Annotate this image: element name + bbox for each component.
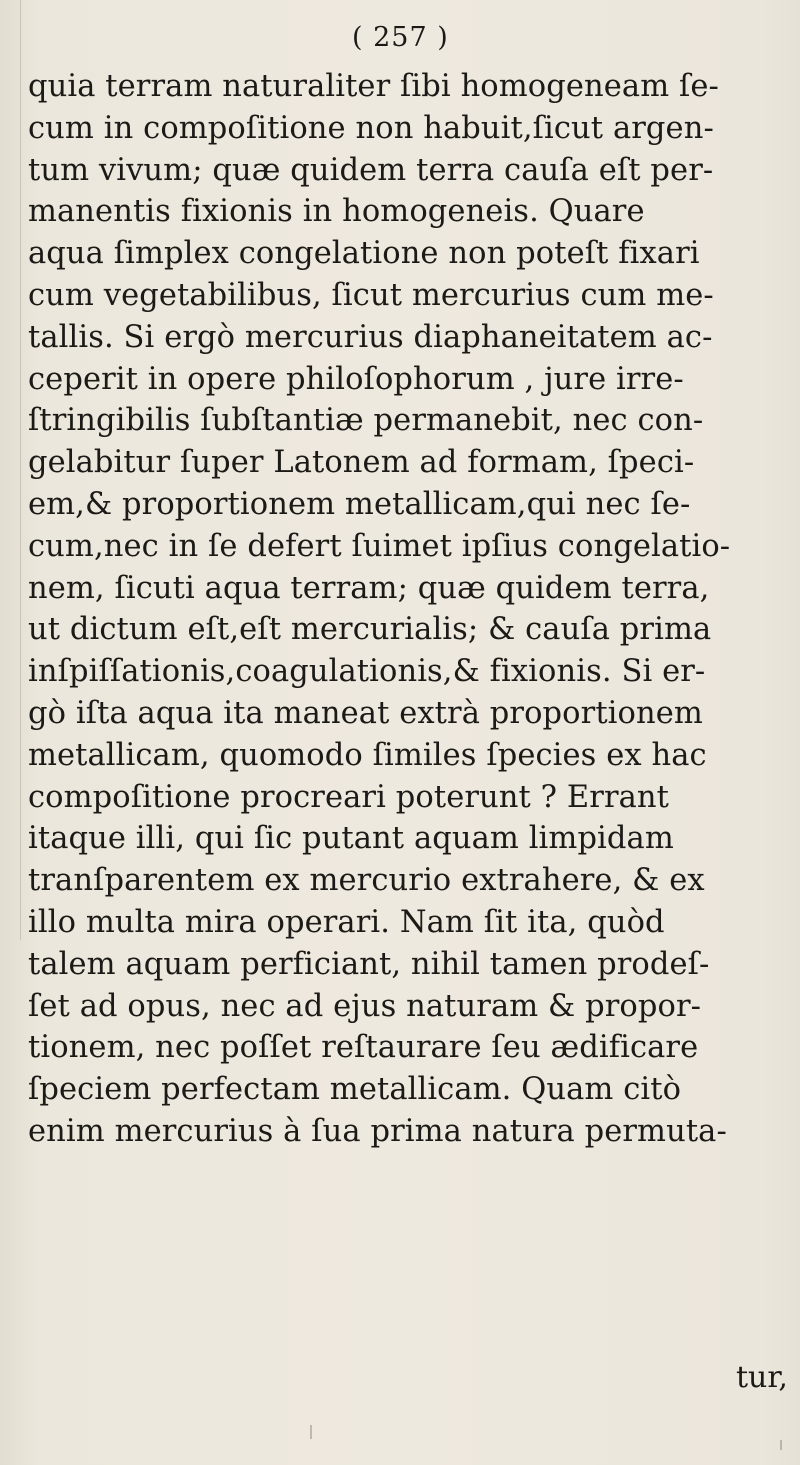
text-line-18: compoſitione procreari poterunt ? Errant bbox=[28, 779, 670, 815]
text-line-21: illo multa mira operari. Nam ſit ita, quòd bbox=[28, 904, 665, 940]
text-line-11: em,& proportionem metallicam,qui nec ſe- bbox=[28, 486, 691, 522]
text-line-13: nem, ſicuti aqua terram; quæ quidem terra, bbox=[28, 570, 710, 606]
text-line-8: ceperit in opere philoſophorum , jure irre- bbox=[28, 361, 684, 397]
text-line-9: ſtringibilis ſubſtantiæ permanebit, nec con- bbox=[28, 403, 704, 439]
text-line-15: inſpiſſationis,coagulationis,& fixionis. Si er- bbox=[28, 654, 706, 690]
text-line-16: gò iſta aqua ita maneat extrà proportionem bbox=[28, 695, 703, 731]
body-text bbox=[28, 66, 798, 1153]
text-line-3: tum vivum; quæ quidem terra cauſa eſt per- bbox=[28, 152, 714, 188]
catchword: tur, bbox=[736, 1360, 788, 1395]
text-line-5: aqua ſimplex congelatione non poteſt fixari bbox=[28, 236, 700, 272]
text-line-19: itaque illi, qui ſic putant aquam limpidam bbox=[28, 821, 674, 857]
text-line-7: tallis. Si ergò mercurius diaphaneitatem ac- bbox=[28, 319, 713, 355]
text-line-25: ſpeciem perfectam metallicam. Quam citò bbox=[28, 1072, 682, 1108]
text-line-20: tranſparentem ex mercurio extrahere, & ex bbox=[28, 863, 705, 899]
text-line-26: enim mercurius à ſua prima natura permuta- bbox=[28, 1113, 727, 1149]
page-fold-line bbox=[20, 0, 21, 940]
text-line-2: cum in compoſitione non habuit,ſicut argen- bbox=[28, 110, 714, 146]
page-number: ( 257 ) bbox=[352, 22, 449, 53]
paper-speck bbox=[310, 1425, 312, 1439]
text-line-6: cum vegetabilibus, ſicut mercurius cum me- bbox=[28, 277, 714, 313]
text-line-4: manentis fixionis in homogeneis. Quare bbox=[28, 194, 645, 230]
text-line-24: tionem, nec poſſet reſtaurare ſeu ædificare bbox=[28, 1030, 699, 1066]
text-line-1: quia terram naturaliter ſibi homogeneam ſe- bbox=[28, 69, 719, 104]
paper-speck bbox=[780, 1440, 782, 1450]
text-line-12: cum,nec in ſe defert ſuimet ipſius congelatio- bbox=[28, 528, 731, 564]
text-line-14: ut dictum eſt,eſt mercurialis; & cauſa prima bbox=[28, 612, 712, 648]
text-line-22: talem aquam perficiant, nihil tamen prodeſ- bbox=[28, 946, 710, 982]
text-line-17: metallicam, quomodo ſimiles ſpecies ex hac bbox=[28, 737, 707, 773]
text-line-10: gelabitur ſuper Latonem ad formam, ſpeci- bbox=[28, 445, 695, 481]
text-line-23: ſet ad opus, nec ad ejus naturam & propor- bbox=[28, 988, 702, 1024]
